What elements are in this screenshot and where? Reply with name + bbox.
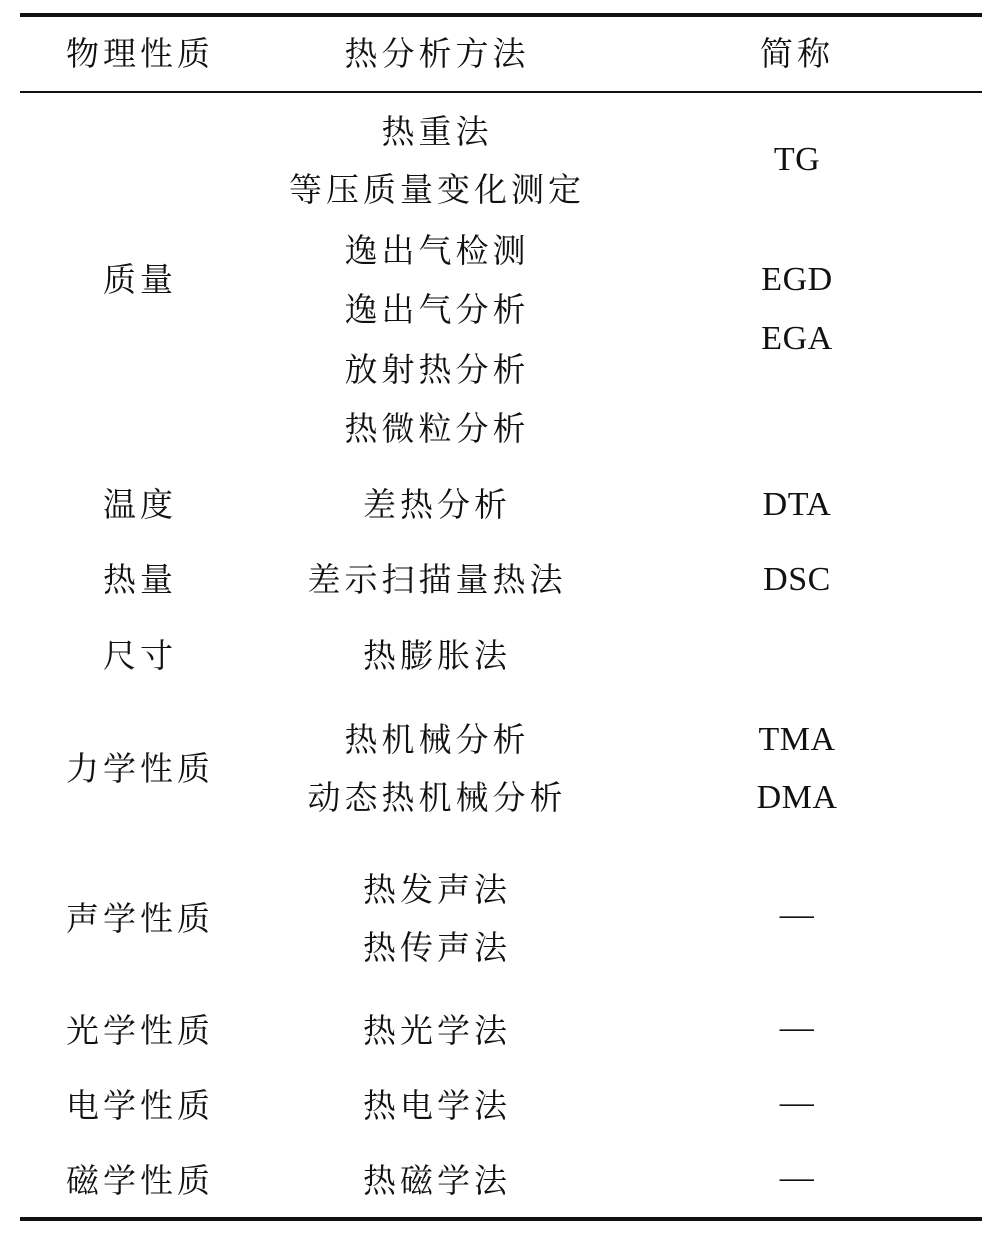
abbreviation-cell: EGD [761, 261, 833, 298]
method-cell: 等压质量变化测定 [289, 170, 585, 209]
abbreviation-cell: DMA [756, 779, 838, 816]
method-cell: 热机械分析 [344, 720, 530, 759]
method-cell: 热磁学法 [363, 1161, 511, 1200]
property-cell: 力学性质 [66, 749, 214, 788]
method-cell: 热发声法 [363, 870, 511, 909]
property-cell: 磁学性质 [66, 1161, 214, 1200]
property-cell: 尺寸 [103, 636, 177, 675]
abbreviation-cell: TG [773, 141, 821, 178]
abbreviation-cell: DSC [763, 561, 831, 598]
method-cell: 逸出气分析 [344, 290, 530, 329]
property-cell: 温度 [103, 485, 177, 524]
method-cell: 热传声法 [363, 928, 511, 967]
abbreviation-cell: — [779, 896, 815, 933]
header-method: 热分析方法 [344, 34, 530, 73]
method-cell: 热重法 [381, 112, 493, 151]
abbreviation-cell: — [779, 1009, 815, 1046]
method-cell: 动态热机械分析 [307, 778, 567, 817]
method-cell: 热膨胀法 [363, 636, 511, 675]
property-cell: 声学性质 [66, 899, 214, 938]
abbreviation-cell: — [779, 1159, 815, 1196]
property-cell: 电学性质 [66, 1086, 214, 1125]
abbreviation-cell: EGA [761, 320, 833, 357]
method-cell: 放射热分析 [344, 350, 530, 389]
method-cell: 差热分析 [363, 485, 511, 524]
bottom-rule [20, 1217, 982, 1221]
header-abbreviation: 简称 [760, 34, 834, 73]
property-cell: 光学性质 [66, 1011, 214, 1050]
abbreviation-cell: TMA [758, 721, 836, 758]
header-rule [20, 91, 982, 93]
method-cell: 热电学法 [363, 1086, 511, 1125]
top-rule [20, 13, 982, 17]
method-cell: 逸出气检测 [344, 231, 530, 270]
header-property: 物理性质 [66, 34, 214, 73]
property-cell: 质量 [103, 260, 177, 299]
abbreviation-cell: — [779, 1084, 815, 1121]
method-cell: 热光学法 [363, 1011, 511, 1050]
property-cell: 热量 [103, 560, 177, 599]
method-cell: 差示扫描量热法 [307, 560, 567, 599]
abbreviation-cell: DTA [762, 486, 832, 523]
method-cell: 热微粒分析 [344, 409, 530, 448]
